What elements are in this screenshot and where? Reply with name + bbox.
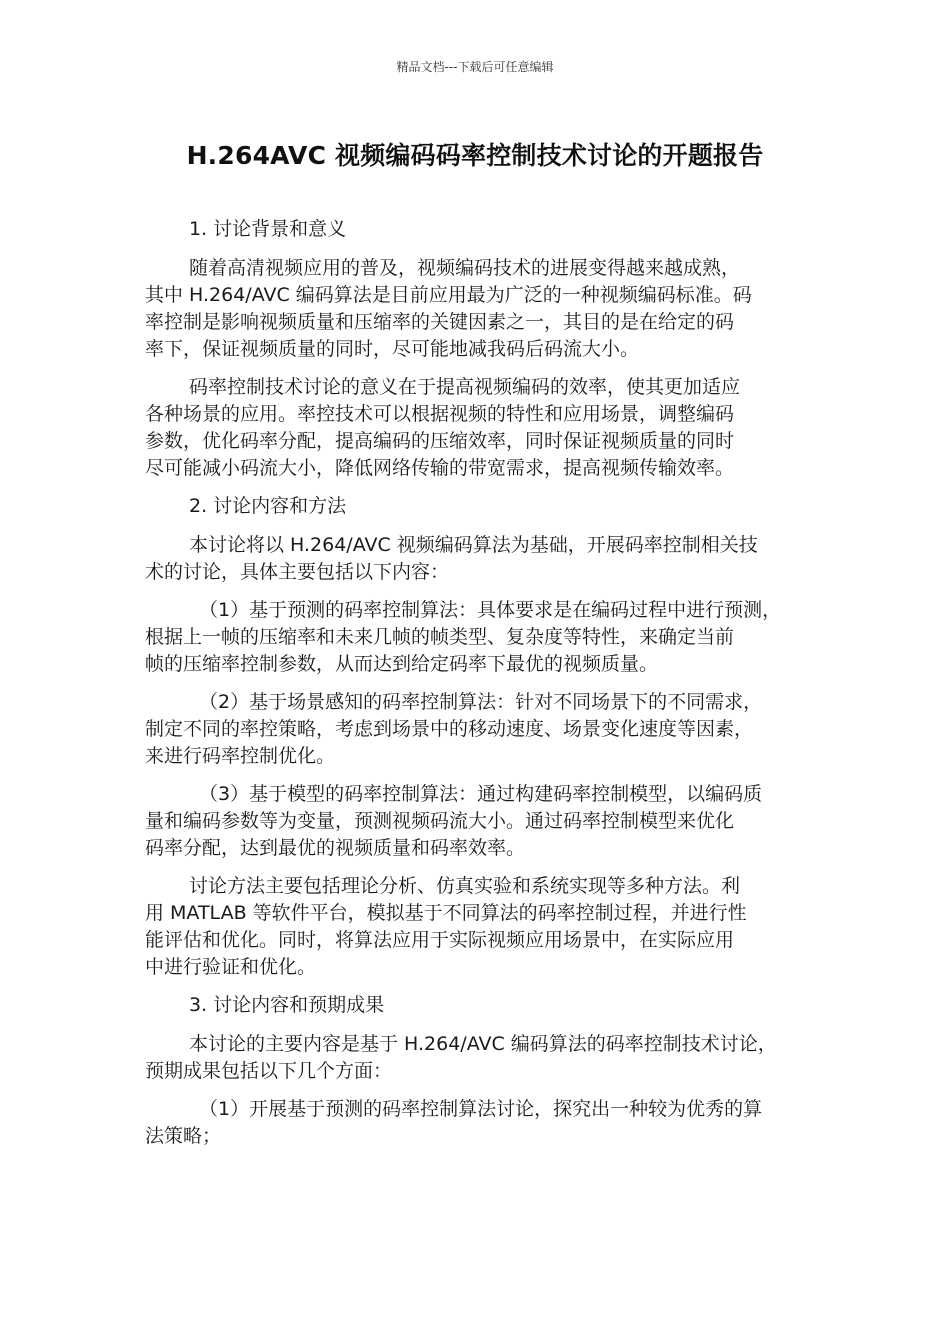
list-item-result-1: （1）开展基于预测的码率控制算法讨论，探究出一种较为优秀的算 法策略； <box>145 1098 763 1147</box>
list-item-model-based: （3）基于模型的码率控制算法：通过构建码率控制模型，以编码质 量和编码参数等为变量，预测视频码流大小。通过码率控制模型来优化 码率分配，达到最优的视频质量和码率效率。 <box>145 783 763 859</box>
paragraph-background-1: 随着高清视频应用的普及，视频编码技术的进展变得越来越成熟， 其中 H.264/AVC 编码算法是目前应用最为广泛的一种视频编码标准。码 率控制是影响视频质量和压缩率的关键因素之一，其目的是在给定的码 率下，保证视频质量的同时，尽可能地减我码后码流大小。 <box>145 257 752 360</box>
list-item-scene-aware: （2）基于场景感知的码率控制算法：针对不同场景下的不同需求， 制定不同的率控策略，考虑到场景中的移动速度、场景变化速度等因素， 来进行码率控制优化。 <box>145 691 763 767</box>
section-heading-content-method: 2. 讨论内容和方法 <box>189 495 347 517</box>
paragraph-content-intro: 本讨论将以 H.264/AVC 视频编码算法为基础，开展码率控制相关技 术的讨论，具体主要包括以下内容： <box>145 534 758 583</box>
paragraph-results-intro: 本讨论的主要内容是基于 H.264/AVC 编码算法的码率控制技术讨论， 预期成果包括以下几个方面： <box>145 1033 777 1082</box>
page-header: 精品文档---下载后可任意编辑 <box>396 60 554 74</box>
list-item-prediction: （1）基于预测的码率控制算法：具体要求是在编码过程中进行预测， 根据上一帧的压缩率和未来几帧的帧类型、复杂度等特性，来确定当前 帧的压缩率控制参数，从而达到给定码率下最优的视频质量。 <box>145 599 782 675</box>
document-body <box>145 216 820 1161</box>
section-heading-expected-results: 3. 讨论内容和预期成果 <box>189 994 385 1016</box>
section-heading-background: 1. 讨论背景和意义 <box>189 218 347 240</box>
paragraph-methods: 讨论方法主要包括理论分析、仿真实验和系统实现等多种方法。利 用 MATLAB 等软件平台，模拟基于不同算法的码率控制过程，并进行性 能评估和优化。同时，将算法应用于实际视频应用场景中，在实际应用 中进行验证和优化。 <box>145 875 747 978</box>
paragraph-background-2: 码率控制技术讨论的意义在于提高视频编码的效率，使其更加适应 各种场景的应用。率控技术可以根据视频的特性和应用场景，调整编码 参数，优化码率分配，提高编码的压缩效率，同时保证视频质量的同时 尽可能减小码流大小，降低网络传输的带宽需求，提高视频传输效率。 <box>145 376 741 479</box>
document-title: H.264AVC 视频编码码率控制技术讨论的开题报告 <box>186 141 764 170</box>
